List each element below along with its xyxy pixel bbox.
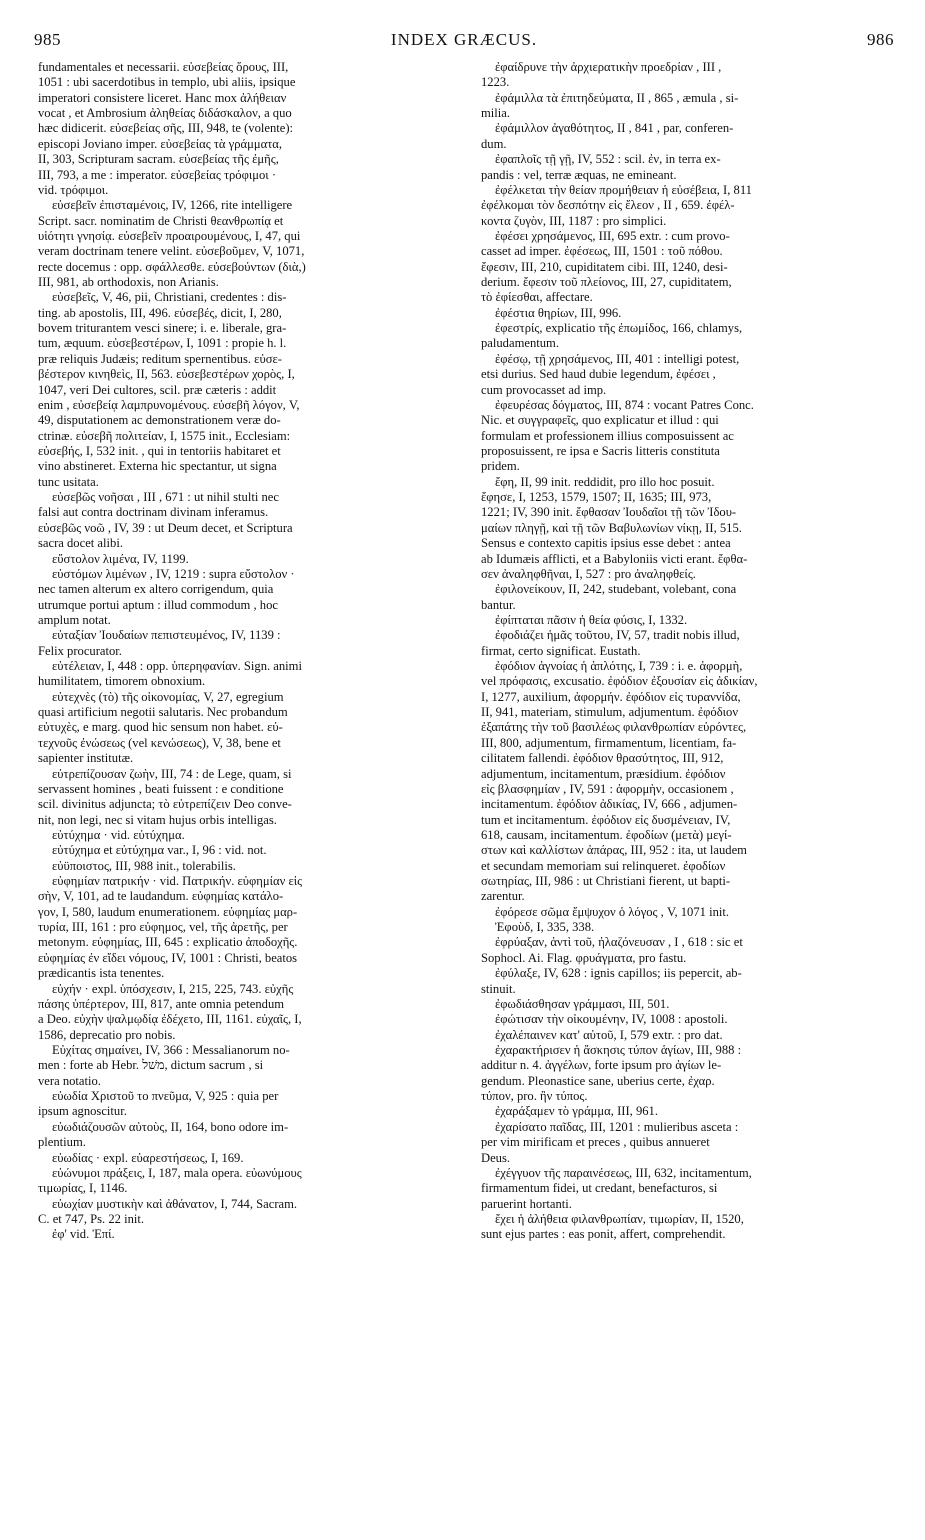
right-column [481, 60, 894, 1243]
index-line: prædicantis ista tenentes. [38, 966, 165, 981]
index-line: firmat, certo significat. Eustath. [481, 643, 641, 658]
index-line: vid. τρόφιμοι. [38, 182, 109, 197]
index-line: γον, I, 580, laudum enumerationem. εὐφημίας μαρ- [38, 904, 298, 919]
index-line: εὐφημίαν πατρικήν · vid. Πατρικήν. εὐφημίαν εἰς [52, 874, 303, 889]
index-line: præ reliquis Judæis; reditum spernentibus. εὐσε- [38, 351, 282, 366]
index-line: recte docemus : opp. σφάλλεσθε. εὐσεβούντων (διὰ,) [38, 259, 306, 274]
index-line: adjumentum, incitamentum, præsidium. ἐφόδιον [481, 766, 726, 781]
index-line: ἐφάμιλλον ἀγαθότητος, II , 841 , par, conferen- [495, 121, 734, 136]
index-line: τιμωρίας, I, 1146. [38, 1181, 128, 1196]
index-line: ἔφεσιν, III, 210, cupiditatem cibi. III, 1240, desi- [481, 259, 728, 274]
index-line: proposuissent, re ipsa e Sacris litteris constituta [481, 443, 720, 458]
index-line: casset ad imper. ἐφέσεως, III, 1501 : τοῦ πόθου. [481, 244, 723, 259]
index-line: Deus. [481, 1150, 511, 1165]
index-line: metonym. εὐφημίας, III, 645 : explicatio ἀποδοχῆς. [38, 935, 298, 950]
index-line: εὐστόμων λιμένων , IV, 1219 : supra εὔστολον · [52, 566, 295, 581]
index-line: ἐφευρέσας δόγματος, III, 874 : vocant Patres Conc. [495, 397, 754, 412]
index-line: per vim mirificam et preces , quibus annueret [481, 1135, 710, 1150]
index-line: cilitatem fallendi. ἐφόδιον θρασύτητος, III, 912, [481, 751, 724, 766]
index-line: ἔχει ἡ ἀλήθεια φιλανθρωπίαν, τιμωρίαν, II, 1520, [495, 1211, 744, 1226]
index-line: εὐχήν · expl. ὑπόσχεσιν, I, 215, 225, 743. εὐχῆς [52, 981, 294, 996]
index-line: τὸ ἐφίεσθαι, affectare. [481, 290, 593, 305]
index-line: εὐϋποιστος, III, 988 init., tolerabilis. [52, 858, 236, 873]
index-line: ἐφαίδρυνε τὴν ἀρχιερατικὴν προεδρίαν , III , [495, 60, 722, 74]
index-line: tum, æquum. εὐσεβεστέρων, I, 1091 : propie h. l. [38, 336, 287, 351]
index-line: fundamentales et necessarii. εὐσεβείας ὅρους, III, [38, 60, 289, 74]
index-line: humilitatem, timorem obnoxium. [38, 674, 206, 689]
index-line: ἐφέλκεται τὴν θείαν προμήθειαν ἡ εὐσέβεια, I, 811 [495, 182, 752, 197]
index-line: ἐχαρακτήρισεν ἡ ἄσκησις τύπον ἁγίων, III, 988 : [495, 1043, 742, 1057]
index-line: C. et 747, Ps. 22 init. [38, 1211, 145, 1226]
index-line: εὐτυχὲς, e marg. quod hic sensum non habet. εὐ- [38, 720, 283, 735]
index-line: εἰς βλασφημίαν , IV, 591 : ἀφορμὴν, occasionem , [481, 781, 734, 796]
index-line: bantur. [481, 597, 516, 612]
index-line: amplum notat. [38, 612, 111, 627]
index-line: dum. [481, 136, 507, 151]
index-line: ἐφέστια θηρίων, III, 996. [495, 305, 622, 320]
index-line: 618, causam, incitamentum. ἐφοδίων (μετὰ) μεγί- [481, 827, 732, 842]
index-line: ting. ab apostolis, III, 496. εὐσεβές, dicit, I, 280, [38, 305, 282, 320]
index-line: εὐωχίαν μυστικὴν καὶ ἀθάνατον, I, 744, Sacram. [52, 1196, 298, 1211]
index-line: pandis : vel, terræ æquas, ne emineant. [481, 167, 677, 182]
index-line: hæc didicerit. εὐσεβείας σῆς, III, 948, te (volente): [38, 121, 294, 136]
index-line: Script. sacr. nominatim de Christi θεανθρωπίᾳ et [38, 213, 284, 228]
index-line: εὐσεβεῖς, V, 46, pii, Christiani, credentes : dis- [52, 290, 287, 305]
index-line: Εὐχίτας σημαίνει, IV, 366 : Messalianorum no- [52, 1043, 290, 1057]
index-line: ἐφρύαξαν, ἀντὶ τοῦ, ἠλαζόνευσαν , I , 618 : sic et [495, 935, 743, 950]
index-line: paludamentum. [481, 336, 559, 351]
index-line: a Deo. εὐχὴν ψαλμῳδίᾳ ἐδέχετο, III, 1161. εὐχαῖς, I, [38, 1012, 302, 1027]
index-line: sunt ejus partes : eas ponit, affert, comprehendit. [481, 1227, 726, 1242]
index-line: nec tamen alterum ex altero corrigendum, quia [38, 582, 274, 597]
index-line: πάσης ὑπέρτερον, III, 817, ante omnia petendum [38, 996, 285, 1011]
index-line: εὐτρεπίζουσαν ζωὴν, III, 74 : de Lege, quam, si [52, 766, 292, 781]
index-line: Nic. et συγγραφεῖς, quo explicatur et illud : qui [481, 413, 719, 428]
index-line: vel πρόφασις, excusatio. ἐφόδιον ἐξουσίαν εἰς ἀδικίαν, [481, 674, 758, 689]
index-line: εὐωδιάζουσῶν αὐτοὺς, II, 164, bono odore im- [52, 1119, 289, 1134]
index-line: derium. ἔφεσιν τοῦ πλείονος, III, 27, cupiditatem, [481, 275, 732, 290]
index-line: σὴν, V, 101, ad te laudandum. εὐφημίας κατάλο- [38, 889, 284, 904]
index-line: stinuit. [481, 981, 516, 996]
index-line: III, 981, ab orthodoxis, non Arianis. [38, 275, 219, 290]
index-line: υἱότητι γνησίᾳ. εὐσεβεῖν προαιρουμένους, I, 47, qui [38, 228, 301, 243]
index-line: ctrinæ. εὐσεβῆ πολιτείαν, I, 1575 init., Ecclesiam: [38, 428, 291, 443]
index-line: tunc usitata. [38, 474, 99, 489]
index-line: ἐφάμιλλα τὰ ἐπιτηδεύματα, II , 865 , æmula , si- [495, 90, 739, 105]
index-line: ἐχέγγυον τῆς παραινέσεως, III, 632, incitamentum, [495, 1165, 752, 1180]
index-line: εὐτέλειαν, I, 448 : opp. ὑπερηφανίαν. Sign. animi [52, 659, 302, 674]
index-line: ἔφησε, I, 1253, 1579, 1507; II, 1635; III, 973, [481, 490, 712, 505]
index-line: εὐτεχνὲς (τὸ) τῆς οἰκονομίας, V, 27, egregium [52, 689, 284, 704]
index-line: formulam et professionem illius composuissent ac [481, 428, 734, 443]
index-line: τυρία, III, 161 : pro εὐφημος, vel, τῆς ἀρετῆς, per [38, 920, 288, 935]
index-line: εὐτύχημα · vid. εὐτύχημα. [52, 827, 185, 842]
index-line: incitamentum. ἐφόδιον ἀδικίας, IV, 666 , adjumen- [481, 797, 738, 812]
index-line: εὔστολον λιμένα, IV, 1199. [52, 551, 189, 566]
index-line: ἐφοδιάζει ἡμᾶς τοῦτου, IV, 57, tradit nobis illud, [495, 628, 740, 643]
index-line: bovem triturantem vesci sinere; i. e. liberale, gra- [38, 321, 287, 336]
index-line: ἐφέσῳ, τῇ χρησάμενος, III, 401 : intelligi potest, [495, 351, 740, 366]
index-line: sapienter institutæ. [38, 751, 134, 766]
index-line: εὐτύχημα et εὐτύχημα var., I, 96 : vid. not. [52, 843, 267, 858]
page-number-right: 986 [867, 30, 894, 49]
index-line: plentium. [38, 1135, 86, 1150]
index-line: ἐφέσει χρησάμενος, III, 695 extr. : cum provo- [495, 228, 730, 243]
index-line: ἔφη, II, 99 init. reddidit, pro illo hoc posuit. [495, 474, 715, 489]
index-line: gendum. Pleonastice sane, uberius certe, ἐχαρ. [481, 1073, 715, 1088]
index-line: κοντα ζυγὸν, III, 1187 : pro simplici. [481, 213, 667, 228]
index-line: ἐφίπταται πᾶσιν ἡ θεία φύσις, I, 1332. [495, 612, 688, 627]
index-line: ἐφώτισαν τὴν οἰκουμένην, IV, 1008 : apostoli. [495, 1012, 728, 1027]
index-line: episcopi Joviano imper. εὐσεβείας τὰ γράμματα, [38, 136, 283, 151]
index-line: tum et incitamentum. ἐφόδιον εἰς δυσμένειαν, IV, [481, 812, 731, 827]
index-line: ἐφόρεσε σῶμα ἔμψυχον ὁ λόγος , V, 1071 init. [495, 904, 730, 919]
page-number-left: 985 [34, 30, 61, 49]
index-line: ἐφύλαξε, IV, 628 : ignis capillos; iis pepercit, ab- [495, 966, 742, 981]
index-line: εὐσεβής, I, 532 init. , qui in tentoriis habitaret et [38, 443, 281, 458]
index-line: εὐωδίας · expl. εὐαρεστήσεως, I, 169. [52, 1150, 244, 1165]
index-line: zarentur. [481, 889, 525, 904]
index-line: falsi aut contra doctrinam divinam inferamus. [38, 505, 269, 520]
index-line: nit, non legi, nec si vitam hujus orbis intelligas. [38, 812, 277, 827]
index-line: milia. [481, 106, 511, 121]
index-line: εὐφημίας ἐν εἴδει νόμους, IV, 1001 : Christi, beatos [38, 950, 298, 965]
index-line: ab Idumæis afflicti, et a Babyloniis victi erant. ἔφθα- [481, 551, 748, 566]
index-line: σεν ἀναληφθῆναι, I, 527 : pro ἀναληφθείς. [481, 566, 696, 581]
index-line: men : forte ab Hebr. משׁל, dictum sacrum , si [38, 1058, 264, 1073]
index-line: imperatori consistere liceret. Hanc mox ἀλήθειαν [38, 90, 287, 105]
index-line: ἐχαρίσατο παῖδας, III, 1201 : mulieribus asceta : [495, 1119, 739, 1134]
index-line: I, 1277, auxilium, ἀφορμήν. ἐφόδιον εἰς τυραννίδα, [481, 689, 741, 704]
index-line: ἐφ' vid. Ἐπί. [52, 1227, 115, 1242]
index-line: sacra docet alibi. [38, 536, 123, 551]
index-line: εὐσεβῶς νοῆσαι , III , 671 : ut nihil stulti nec [52, 490, 279, 505]
index-line: Sophocl. Ai. Flag. φρυάγματα, pro fastu. [481, 950, 687, 965]
index-line: εὐωδία Χριστοῦ το πνεῦμα, V, 925 : quia per [52, 1089, 279, 1104]
index-line: 49, disputationem ac demonstrationem veræ do- [38, 413, 281, 428]
index-line: ἐφωδιάσθησαν γράμμασι, III, 501. [495, 996, 670, 1011]
index-line: II, 941, materiam, stimulum, adjumentum. ἐφόδιον [481, 705, 739, 720]
index-line: ἐφέλκομαι τὸν δεσπότην εἰς ἔλεον , II , 659. ἐφέλ- [481, 198, 735, 213]
index-line: III, 800, adjumentum, firmamentum, licentiam, fa- [481, 735, 737, 750]
index-line: cum provocasset ad imp. [481, 382, 607, 397]
index-line: vocat , et Ambrosium ἀληθείας διδάσκαλον, a quo [38, 106, 292, 121]
index-line: ἐφόδιον ἀγνοίας ἡ ἁπλότης, I, 739 : i. e. ἀφορμὴ, [495, 659, 743, 674]
page-header [34, 30, 894, 52]
index-line: 1051 : ubi sacerdotibus in templo, ubi aliis, ipsique [38, 75, 296, 90]
index-line: 1223. [481, 75, 510, 90]
index-line: ἐφαπλοῖς τῇ γῇ, IV, 552 : scil. ἐν, in terra ex- [495, 152, 721, 167]
index-line: etsi durius. Sed haud dubie legendum, ἐφέσει , [481, 367, 716, 382]
index-line: III, 793, a me : imperator. εὐσεβείας τρόφιμοι · [38, 167, 277, 182]
page-title: INDEX GRÆCUS. [390, 30, 538, 49]
index-line: vera notatio. [38, 1073, 101, 1088]
index-line: pridem. [481, 459, 520, 474]
left-column [38, 60, 451, 1243]
index-line: τύπον, pro. ἢν τύπος. [481, 1089, 588, 1104]
index-line: veram doctrinam tenere velint. εὐσεβοῦμεν, V, 1071, [38, 244, 305, 259]
index-line: Sensus e contexto capitis ipsius esse debet : antea [481, 536, 731, 551]
index-line: μαίων πληγῇ, καὶ τῇ τῶν Βαβυλωνίων νίκῃ, II, 515. [481, 520, 742, 535]
index-line: Felix procurator. [38, 643, 122, 658]
index-line: quasi artificium negotii salutaris. Nec probandum [38, 705, 288, 720]
index-line: ἐφεστρίς, explicatio τῆς ἐπωμίδος, 166, chlamys, [495, 321, 743, 336]
index-line: 1047, veri Dei cultores, scil. præ cæteris : addit [38, 382, 277, 397]
index-line: servassent homines , beati fuissent : e conditione [38, 781, 284, 796]
index-line: βέστερον κινηθεὶς, II, 563. εὐσεβεστέρων χορὸς, I, [38, 367, 295, 382]
index-line: ἐξαπάτης τὴν τοῦ βασιλέως φιλανθρωπίαν εὑρόντες, [481, 720, 747, 735]
index-line: additur n. 4. ἀγγέλων, forte ipsum pro ἁγίων le- [481, 1058, 722, 1073]
index-line: ipsum agnoscitur. [38, 1104, 127, 1119]
index-line: paruerint hortanti. [481, 1196, 572, 1211]
index-line: εὐταξίαν Ἰουδαίων πεπιστευμένος, IV, 1139 : [52, 628, 281, 643]
index-line: firmamentum fidei, ut credant, benefacturos, si [481, 1181, 718, 1196]
index-line: ἐχαλέπαινεν κατ' αὐτοῦ, I, 579 extr. : pro dat. [495, 1027, 723, 1042]
index-line: utrumque portui aptum : illud commodum , hoc [38, 597, 278, 612]
index-line: scil. divinitus adjuncta; τὸ εὐτρεπίζειν Deo conve- [38, 797, 292, 812]
index-line: 1221; IV, 390 init. ἔφθασαν Ἰουδαῖοι τῇ τῶν Ἰδου- [481, 505, 737, 520]
index-line: ἐχαράξαμεν τὸ γράμμα, III, 961. [495, 1104, 658, 1119]
index-line: εὐσεβῶς νοῶ , IV, 39 : ut Deum decet, et Scriptura [38, 520, 293, 535]
index-line: εὐώνυμοι πράξεις, I, 187, mala opera. εὐωνύμους [52, 1165, 302, 1180]
index-line: enim , εὐσεβείᾳ λαμπρυνομένους. εὐσεβῆ λόγον, V, [38, 397, 300, 412]
index-line: εὐσεβεῖν ἐπισταμένοις, IV, 1266, rite intelligere [52, 198, 293, 213]
index-line: Ἐφοὺδ, I, 335, 338. [495, 920, 595, 935]
index-line: 1586, deprecatio pro nobis. [38, 1027, 176, 1042]
index-line: τεχνοῦς ἐνώσεως (vel κενώσεως), V, 38, bene et [38, 735, 281, 750]
index-line: ἐφιλονείκουν, II, 242, studebant, volebant, cona [495, 582, 737, 597]
index-line: et secundam memoriam sui relinqueret. ἐφοδίων [481, 858, 726, 873]
index-line: vino abstineret. Externa hic spectantur, ut signa [38, 459, 277, 474]
index-line: στων καὶ καλλίστων ἀπάρας, III, 952 : ita, ut laudem [481, 843, 747, 858]
index-line: II, 303, Scripturam sacram. εὐσεβείας τῆς ἐμῆς, [38, 152, 279, 167]
index-line: σωτηρίας, III, 986 : ut Christiani fierent, ut bapti- [481, 874, 731, 889]
